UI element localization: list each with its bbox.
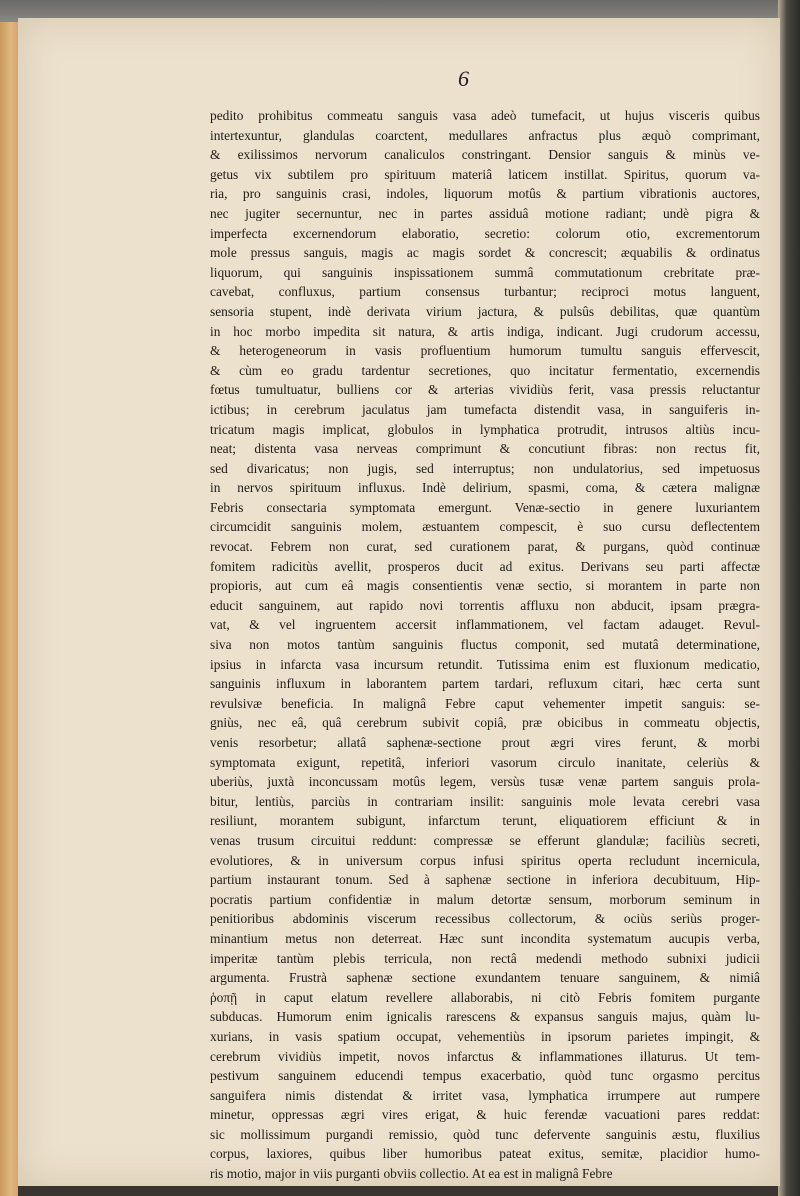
text-line: getus vix subtilem pro spirituum materiâ laticem instillat. Spiritus, quorum va- <box>210 166 760 182</box>
text-line: ipsius in infarcta vasa incursum retundit. Tutissima enim est fluxionum medicatio, <box>210 656 760 672</box>
text-line: & cùm eo gradu tardentur secretiones, quo incitatur fermentatio, excernendis <box>210 362 760 378</box>
text-line: & heterogeneorum in vasis profluentium humorum tumultu sanguis effervescit, <box>210 343 760 359</box>
text-line: partium instaurant tonum. Sed à saphenæ sectione in inferiora decubituum, Hip- <box>210 872 760 888</box>
text-line: subducas. Humorum enim ignicalis rarescens & expansus sanguis majus, quàm lu- <box>210 1009 760 1025</box>
text-line: vat, & vel ingruentem accersit inflammationem, vel factam adauget. Revul- <box>210 617 760 633</box>
text-line: uberiùs, juxtà inconcussam motûs legem, versùs tusæ venæ partem sanguis prola- <box>210 774 760 790</box>
text-line: ria, pro sanguinis crasi, indoles, liquorum motûs & partium vibrationis auctores, <box>210 186 760 202</box>
book-spine <box>0 22 18 1196</box>
text-line: intertexuntur, glandulas coarctent, medullares anfractus plus æquò comprimant, <box>210 127 760 143</box>
text-line: symptomata exigunt, repetitâ, inferiori vasorum circulo inanitate, celeriùs & <box>210 754 760 770</box>
text-line: venas trusum circuitui reddunt: compressæ se efferunt glandulæ; faciliùs secreti, <box>210 832 760 848</box>
text-line: bitur, lentiùs, parciùs in contrariam insilit: sanguinis mole levata cerebri vasa <box>210 793 760 809</box>
text-line: liquorum, qui sanguinis inspissationem summâ commutationum crebritate præ- <box>210 264 760 280</box>
text-line: ris motio, major in viis purganti obviis collectio. At ea est in malignâ Febre <box>210 1166 613 1182</box>
text-line: mole pressus sanguis, magis ac magis sordet & concrescit; æquabilis & ordinatus <box>210 245 760 261</box>
text-line: Febris consectaria symptomata emergunt. Venæ-sectio in genere luxuriantem <box>210 499 760 515</box>
text-line: xurians, in vasis spatium occupat, vehementiùs in ipsorum parietes impingit, & <box>210 1028 760 1044</box>
text-line: minantium metus non deterreat. Hæc sunt incondita systematum aucupis verba, <box>210 930 760 946</box>
text-line: tricatum magis implicat, globulos in lymphatica protrudit, intrusos altiùs incu- <box>210 421 760 437</box>
text-line: minetur, oppressas ægri vires erigat, & huic ferendæ vacuationi pares reddat: <box>210 1107 760 1123</box>
text-line: imperitæ tantùm plebis terricula, non rectâ medendi methodo subnixi judicii <box>210 950 760 966</box>
text-line: ῥοπῇ in caput elatum revellere allaborabis, ni citò Febris fomitem purgante <box>210 989 760 1005</box>
text-line: penitioribus abdominis viscerum recessibus collectorum, & ociùs seriùs proger- <box>210 911 760 927</box>
text-line: fomitem radicitùs avellit, prosperos ducit ad exitus. Derivans seu parti affectæ <box>210 558 760 574</box>
text-line: siva non motos tantùm sanguinis fluctus componit, sed mutatâ determinatione, <box>210 637 760 653</box>
text-line: pocratis partium confidentiæ in malum detortæ sensum, morborum seminum in <box>210 891 760 907</box>
text-line: evolutiores, & in universum corpus infusi spiritus operta recludunt incernicula, <box>210 852 760 868</box>
text-line: sanguifera nimis distendat & irritet vasa, lymphatica irrumpere aut rumpere <box>210 1087 760 1103</box>
text-line: corpus, laxiores, quibus liber humoribus pateat exitus, semitæ, placidior humo- <box>210 1146 760 1162</box>
text-line: resiliunt, morantem subigunt, infarctum terunt, eliquatiorem efficiunt & in <box>210 813 760 829</box>
text-line: revulsivæ beneficia. In malignâ Febre caput vehementer impetit sanguis: se- <box>210 695 760 711</box>
text-line: ictibus; in cerebrum jaculatus jam tumefacta distendit vasa, in sanguiferis in- <box>210 401 760 417</box>
text-line: sed divaricatus; non jugis, sed interruptus; non undulatorius, sed impetuosus <box>210 460 760 476</box>
text-line: cerebrum vividiùs impetit, novos infarctus & inflammationes illaturus. Ut tem- <box>210 1048 760 1064</box>
text-line: venis resorbetur; allatâ saphenæ-sectione prout ægri vires ferunt, & morbi <box>210 735 760 750</box>
text-line: in nervos spirituum influxus. Indè delirium, spasmi, coma, & cætera malignæ <box>210 480 760 496</box>
text-line: fœtus tumultuatur, bulliens cor & arterias vividiùs ferit, vasa pressis reluctantur <box>210 382 760 398</box>
text-line: propioris, aut cum eâ magis consentientis venæ sectio, si morantem in parte non <box>210 578 760 594</box>
text-line: pedito prohibitus commeatu sanguis vasa adeò tumefacit, ut hujus visceris quibus <box>210 108 760 123</box>
body-text <box>210 106 760 1184</box>
text-line: nec jugiter secernuntur, nec in partes assiduâ motione radiant; undè pigra & <box>210 205 760 221</box>
page-number: 6 <box>458 66 469 91</box>
text-line: neat; distenta vasa nerveas comprimunt & concutiunt fibras: non rectus fit, <box>210 441 760 457</box>
text-line: imperfecta excernendorum elaboratio, secretio: colorum otio, excrementorum <box>210 225 760 241</box>
text-line: circumcidit sanguinis molem, æstuantem compescit, è suo cursu deflectentem <box>210 519 760 535</box>
text-line: sensoria stupent, indè derivata virium jactura, & pulsûs debilitas, quæ quantùm <box>210 303 760 319</box>
text-line: sic mollissimum purgandi remissio, quòd tunc defervente sanguinis æstu, fluxilius <box>210 1126 760 1142</box>
text-line: educit sanguinem, aut rapido novi torrentis affluxu non abducit, ipsam prægra- <box>210 597 760 613</box>
text-line: gniùs, nec eâ, quâ cerebrum subivit copiâ, præ obicibus in commeatu objectis, <box>210 715 760 731</box>
text-line: in hoc morbo impedita sit natura, & artis indiga, indicant. Jugi crudorum accessu, <box>210 323 760 339</box>
page-edge <box>778 0 800 1196</box>
text-line: sanguinis influxum in laborantem partem tardari, refluxum citari, hæc certa sunt <box>210 676 760 692</box>
text-line: & exilissimos nervorum canaliculos constringant. Densior sanguis & minùs ve- <box>210 147 760 163</box>
text-line: revocat. Febrem non curat, sed curationem parat, & purgans, quòd continuæ <box>210 539 760 555</box>
text-line: cavebat, confluxus, partium consensus turbantur; reciproci motus languent, <box>210 284 760 300</box>
text-line: pestivum sanguinem educendi tempus exacerbatio, quòd tunc orgasmo percitus <box>210 1068 760 1084</box>
text-line: argumenta. Frustrà saphenæ sectione exundantem tenuare sanguinem, & nimiâ <box>210 970 760 986</box>
